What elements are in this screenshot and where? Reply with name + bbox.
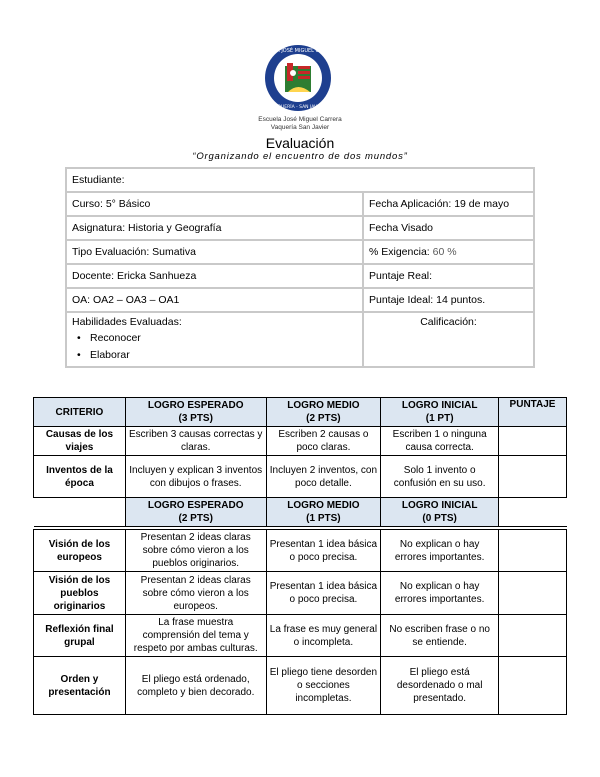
rubric-table [33, 397, 567, 715]
puntaje-ideal-cell: Puntaje Ideal: 14 puntos. [363, 288, 534, 312]
puntaje-cell[interactable] [499, 572, 567, 615]
list-item: • Elaborar [90, 347, 357, 364]
puntaje-header: PUNTAJE [499, 398, 567, 427]
puntaje-real-field[interactable]: Puntaje Real: [363, 264, 534, 288]
fecha-aplicacion-cell: Fecha Aplicación: 19 de mayo [363, 192, 534, 216]
blank-cell [34, 498, 126, 527]
level-header: LOGRO INICIAL (0 PTS) [381, 498, 499, 527]
table-row: Visión de los pueblos originarios Presentan 2 ideas claras sobre cómo vieron a los europeos. Presentan 1 idea básica o poco precisa. No explican o hay errores importantes. [34, 572, 567, 615]
puntaje-cell[interactable] [499, 615, 567, 657]
table-row: Causas de los viajes Escriben 3 causas correctas y claras. Escriben 2 causas o poco claras. Escriben 1 o ninguna causa correcta. [34, 427, 567, 456]
svg-text:VAQUERÍA - SAN JAVIER: VAQUERÍA - SAN JAVIER [271, 105, 325, 110]
estudiante-field[interactable]: Estudiante: [66, 168, 534, 192]
list-item: • Reconocer [90, 330, 357, 347]
docente-cell: Docente: Ericka Sanhueza [66, 264, 363, 288]
habilidades-cell [66, 312, 363, 367]
level-header: LOGRO MEDIO (2 PTS) [266, 398, 381, 427]
habilidades-list [72, 330, 357, 364]
asignatura-cell: Asignatura: Historia y Geografía [66, 216, 363, 240]
puntaje-cell[interactable] [499, 427, 567, 456]
puntaje-cell[interactable] [499, 657, 567, 715]
page-title: Evaluación [265, 135, 335, 151]
puntaje-cell[interactable] [499, 530, 567, 572]
exigencia-cell [363, 240, 534, 264]
school-location: Vaquería San Javier [270, 124, 330, 131]
level-header: LOGRO ESPERADO (2 PTS) [125, 498, 266, 527]
blank-cell [499, 498, 567, 527]
level-header: LOGRO MEDIO (1 PTS) [266, 498, 381, 527]
svg-text:ESCUELA JOSÉ MIGUEL CARRERA: ESCUELA JOSÉ MIGUEL CARRERA [256, 48, 340, 54]
info-table [65, 167, 535, 368]
exigencia-label: % Exigencia: [369, 246, 433, 258]
exigencia-value: 60 % [432, 246, 457, 258]
school-name: Escuela José Miguel Carrera [258, 116, 342, 123]
table-row: Reflexión final grupal La frase muestra comprensión del tema y respeto por ambas culturas. La frase es muy general o incompleta. No escriben frase o no se entiende. [34, 615, 567, 657]
curso-cell: Curso: 5° Básico [66, 192, 363, 216]
table-row: Visión de los europeos Presentan 2 ideas claras sobre cómo vieron a los pueblos originarios. Presentan 1 idea básica o poco precisa. No explican o hay errores importantes. [34, 530, 567, 572]
criterio-header: CRITERIO [34, 398, 126, 427]
school-logo [256, 40, 340, 116]
level-header: LOGRO INICIAL (1 PT) [381, 398, 499, 427]
table-row: Inventos de la época Incluyen y explican 3 inventos con dibujos o frases. Incluyen 2 inventos, con poco detalle. Solo 1 invento o confusión en su uso. [34, 456, 567, 498]
table-row: Orden y presentación El pliego está ordenado, completo y bien decorado. El pliego tiene desorden o secciones incompletas. El pliego está desordenado o mal presentado. [34, 657, 567, 715]
calificacion-field[interactable]: Calificación: [363, 312, 534, 367]
puntaje-cell[interactable] [499, 456, 567, 498]
level-header: LOGRO ESPERADO (3 PTS) [125, 398, 266, 427]
tipo-evaluacion-cell: Tipo Evaluación: Sumativa [66, 240, 363, 264]
oa-cell: OA: OA2 – OA3 – OA1 [66, 288, 363, 312]
habilidades-label: Habilidades Evaluadas: [72, 316, 182, 328]
fecha-visado-field[interactable]: Fecha Visado [363, 216, 534, 240]
page-subtitle: “Organizando el encuentro de dos mundos” [192, 151, 408, 162]
